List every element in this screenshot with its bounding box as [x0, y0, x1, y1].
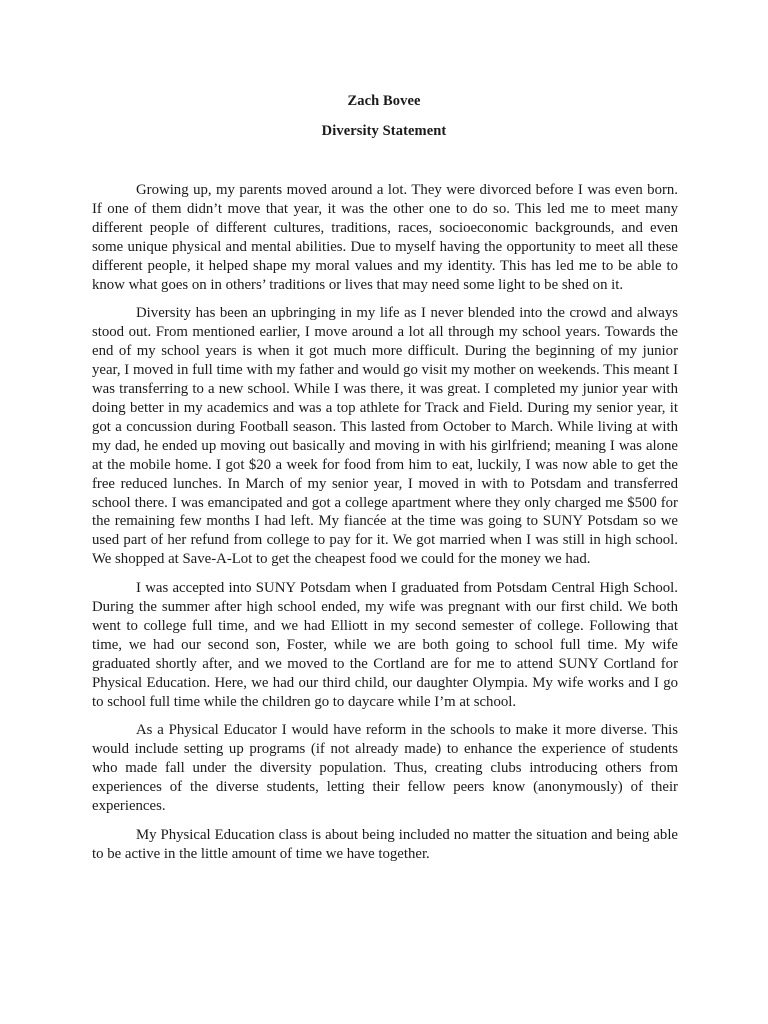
paragraph-upbringing: Growing up, my parents moved around a lot. They were divorced before I was even born. If one of them didn’t move that year, it was the other one to do so. This led me to meet many different people of different cultures, traditions, races, socioeconomic backgrounds, and even some unique physical and mental abilities. Due to myself having the opportunity to meet all these different people, it helped shape my moral values and my identity. This has led me to be able to know what goes on in others’ traditions or lives that may need some light to be shed on it. — [92, 182, 678, 293]
paragraph-school-years: Diversity has been an upbringing in my life as I never blended into the crowd and always stood out. From mentioned earlier, I move around a lot all through my school years. Towards the end of my school years is when it got much more difficult. During the beginning of my junior year, I moved in full time with my father and would go visit my mother on weekends. This meant I was transferring to a new school. While I was there, it was great. I completed my junior year with doing better in my academics and was a top athlete for Track and Field. During my senior year, it got a concussion during Football season. This lasted from October to March. While living at with my dad, he ended up moving out basically and moving in with his girlfriend; meaning I was alone at the mobile home. I got $20 a week for food from him to eat, luckily, I was now able to get the free reduced lunches. In March of my senior year, I moved in with to Potsdam and transferred school there. I was emancipated and got a college apartment where they only charged me $500 for the remaining few months I had left. My fiancée at the time was going to SUNY Potsdam so we used part of her refund from college to pay for it. We got married when I was still in high school. We shopped at Save-A-Lot to get the cheapest food we could for the money we had. — [92, 305, 678, 568]
document-title: Diversity Statement — [321, 123, 447, 139]
document-body — [92, 181, 678, 874]
author-name: Zach Bovee — [347, 93, 421, 109]
paragraph-college-family: I was accepted into SUNY Potsdam when I graduated from Potsdam Central High School. During the summer after high school ended, my wife was pregnant with our first child. We both went to college full time, and we had Elliott in my second semester of college. Following that time, we had our second son, Foster, while we are both going to school full time. My wife graduated shortly after, and we moved to the Cortland are for me to attend SUNY Cortland for Physical Education. Here, we had our third child, our daughter Olympia. My wife works and I go to school full time while the children go to daycare while I’m at school. — [92, 580, 678, 710]
paragraph-class-philosophy: My Physical Education class is about being included no matter the situation and being able to be active in the little amount of time we have together. — [92, 827, 678, 862]
paragraph-educator-reform: As a Physical Educator I would have reform in the schools to make it more diverse. This would include setting up programs (if not already made) to enhance the experience of students who made fall under the diversity population. Thus, creating clubs introducing others from experiences of the diverse students, letting their fellow peers know (anonymously) of their experiences. — [92, 722, 678, 815]
